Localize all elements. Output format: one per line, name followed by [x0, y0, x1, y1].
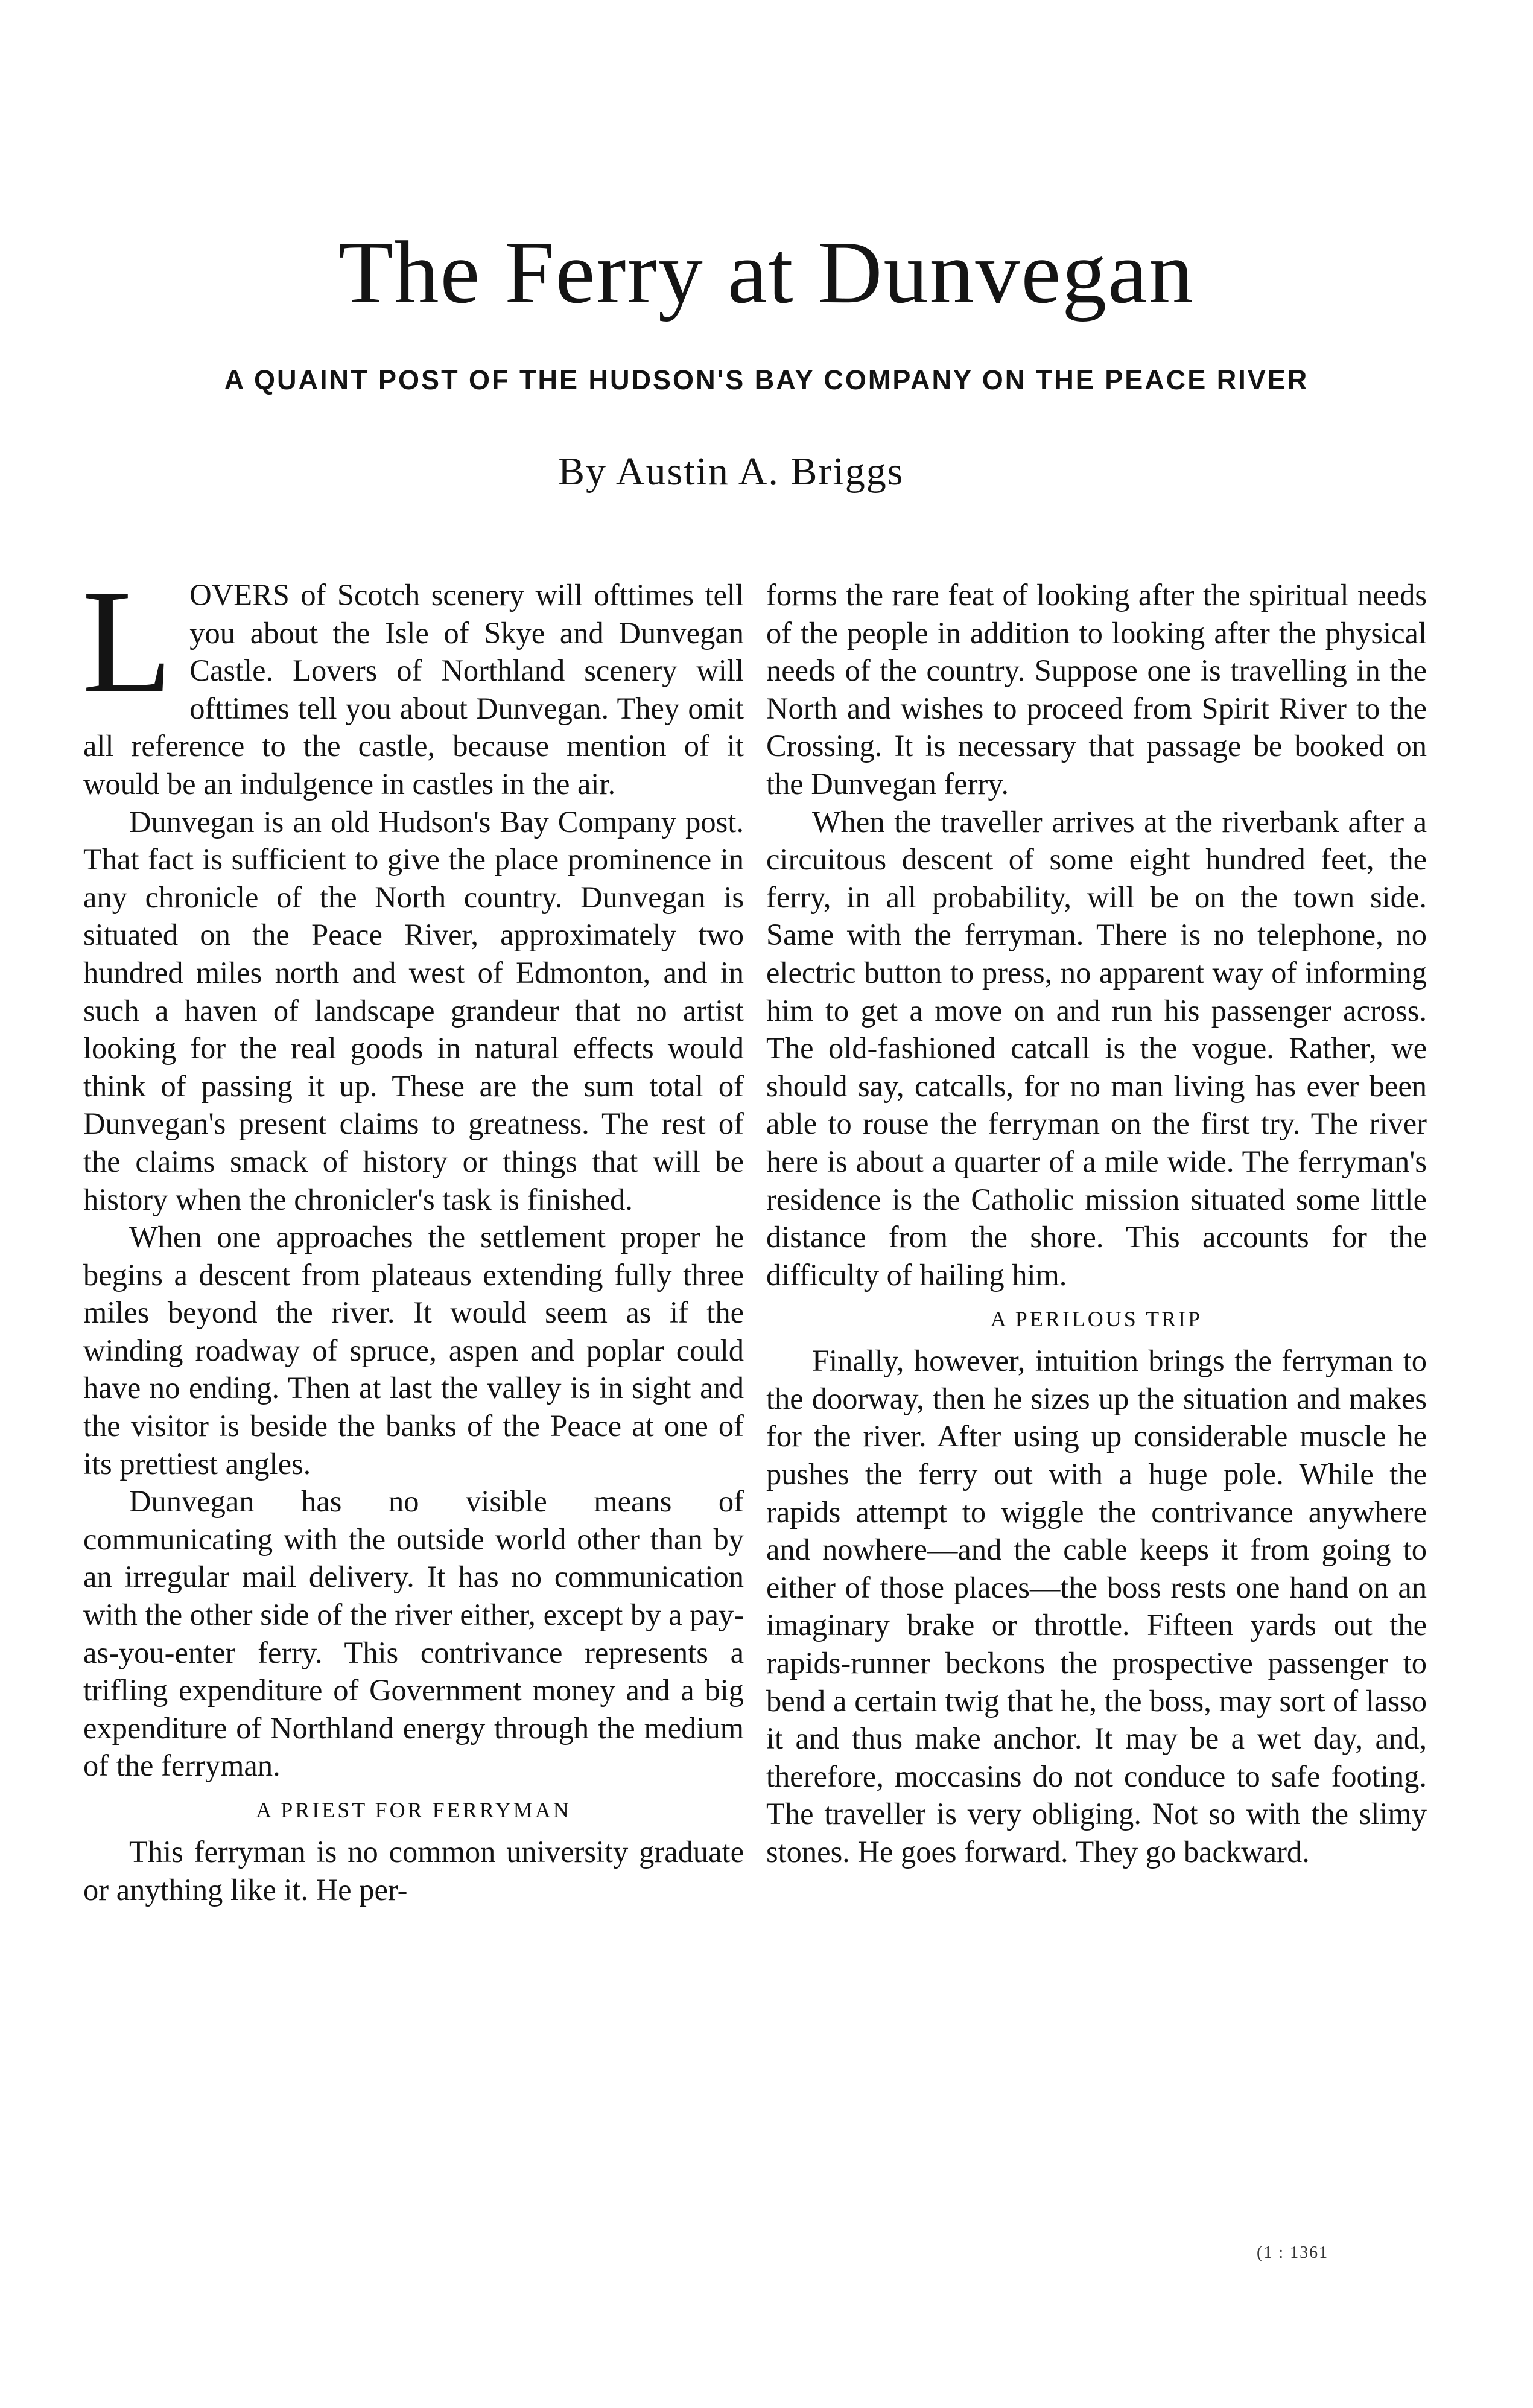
paragraph: Finally, however, intuition brings the ferryman to the doorway, then he sizes up the situation and makes for the river. After using up considerable muscle he pushes the ferry out with a huge pole. While the rapids attempt to wiggle the contrivance anywhere and nowhere—and the cable keeps it from going to either of those places—the boss rests one hand on an imaginary brake or throttle. Fifteen yards out the rapids-runner beckons the prospective passenger to bend a certain twig that he, the boss, may sort of lasso it and thus make anchor. It may be a wet day, and, therefore, moccasins do not conduce to safe footing. The traveller is very obliging. Not so with the slimy stones. He goes forward. They go backward. — [766, 1344, 1427, 1869]
text-column-right — [766, 576, 1427, 1871]
paragraph: forms the rare feat of looking after the spiritual needs of the people in addition to looking after the physical needs of the country. Suppose one is travelling in the North and wishes to proceed from Spirit River to the Crossing. It is necessary that passage be booked on the Dunvegan ferry. — [766, 578, 1427, 801]
article-title: The Ferry at Dunvegan — [338, 223, 1195, 322]
page-folio: (1 : 1361 — [1257, 2243, 1329, 2262]
text-column-left — [82, 560, 744, 1908]
paragraph: Dunvegan is an old Hudson's Bay Company post. That fact is sufficient to give the place prominence in any chronicle of the North country. Dunvegan is situated on the Peace River, approximately two hundred miles north and west of Edmonton, and in such a haven of landscape grandeur that no artist looking for the real goods in natural effects would think of passing it up. These are the sum total of Dunvegan's present claims to greatness. The rest of the claims smack of history or things that will be history when the chronicler's task is finished. — [83, 804, 744, 1216]
article-byline: By Austin A. Briggs — [558, 450, 904, 494]
paragraph: This ferryman is no common university graduate or anything like it. He per- — [83, 1835, 744, 1907]
paragraph-text: OVERS of Scotch scenery will ofttimes tell you about the Isle of Skye and Dunvegan Castle. Lovers of Northland scenery will ofttimes tell you about Dunvegan. They omit all reference to the castle, because mention of it would be an indulgence in castles in the air. — [83, 578, 744, 801]
article-subtitle: A QUAINT POST OF THE HUDSON'S BAY COMPANY ON THE PEACE RIVER — [224, 364, 1309, 395]
drop-cap: L — [82, 560, 173, 724]
paragraph — [82, 560, 744, 803]
section-heading: A PRIEST FOR FERRYMAN — [256, 1798, 571, 1822]
section-heading: A PERILOUS TRIP — [990, 1307, 1203, 1332]
paragraph: Dunvegan has no visible means of communicating with the outside world other than by an irregular mail delivery. It has no communication with the other side of the river either, except by a pay-as-you-enter ferry. This contrivance represents a trifling expenditure of Government money and a big expenditure of Northland energy through the medium of the ferryman. — [83, 1484, 744, 1783]
paragraph: When the traveller arrives at the riverbank after a circuitous descent of some eight hundred feet, the ferry, in all probability, will be on the town side. Same with the ferryman. There is no telephone, no electric button to press, no apparent way of informing him to get a move on and run his passenger across. The old-fashioned catcall is the vogue. Rather, we should say, catcalls, for no man living has ever been able to rouse the ferryman on the first try. The river here is about a quarter of a mile wide. The ferryman's residence is the Catholic mission situated some little distance from the shore. This accounts for the difficulty of hailing him. — [766, 804, 1427, 1292]
paragraph: When one approaches the settlement proper he begins a descent from plateaus extending fully three miles beyond the river. It would seem as if the winding roadway of spruce, aspen and poplar could have no ending. Then at last the valley is in sight and the visitor is beside the banks of the Peace at one of its prettiest angles. — [83, 1220, 744, 1481]
